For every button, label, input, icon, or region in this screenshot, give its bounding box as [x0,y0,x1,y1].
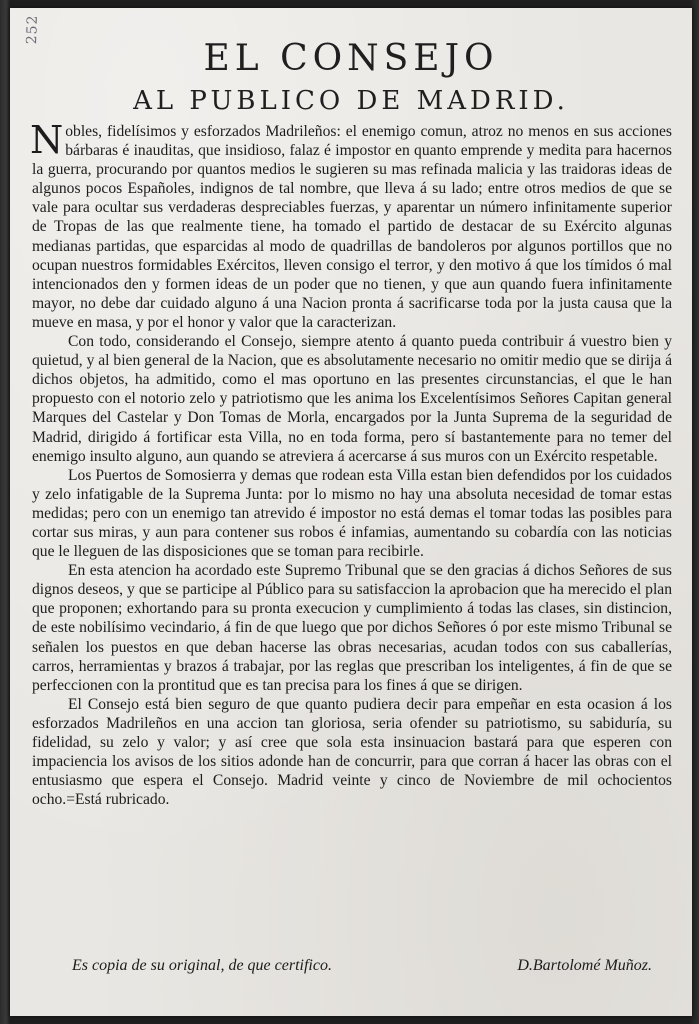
document-page [10,8,692,1016]
title-line-1: EL CONSEJO [203,38,499,79]
archive-number: 252 [24,14,42,45]
certification-text: Es copia de su original, de que certifico. [72,957,332,974]
paragraph-4: En esta atencion ha acordado este Supremo Tribunal que se den gracias á dichos Señores de sus dignos deseos, y que se participe al Público para su satisfaccion la aprobacion que ha merecido el plan que proponen; exhortando para su pronta execucion y cumplimiento á todas las clases, sin distincion, de este nobilísimo vecindario, á fin de que luego que por dichos Señores ó por este mismo Tribunal se señalen los puestos en que deban hacerse las obras necesarias, acudan todos con sus caballerías, carros, herramientas y brazos á trabajar, por las reglas que prescriban los inteligentes, á fin de que se perfeccionen con la prontitud que es tan precisa para los fines á que se dirigen. [32,562,672,694]
title-line-2: AL PUBLICO DE MADRID. [133,86,569,116]
paragraph-2: Con todo, considerando el Consejo, siempre atento á quanto pueda contribuir á vuestro bien y quietud, y al bien general de la Nacion, que es absolutamente necesario no omitir medio que se dirija á dichos objetos, ha admitido, como el mas oportuno en las presentes circunstancias, el que le han propuesto con el notorio zelo y patriotismo que les anima los Excelentísimos Señores Capitan general Marques del Castelar y Don Tomas de Morla, encargados por la Junta Suprema de la seguridad de Madrid, dirigido á fortificar esta Villa, no en toda forma, pero sí bastantemente para no temer del enemigo insulto alguno, aun quando se atreviera á acercarse á sus muros con un Exército respetable. [32,333,672,465]
document-body [30,118,672,809]
signature: D.Bartolomé Muñoz. [517,957,652,974]
drop-cap: N [30,118,64,162]
closing-line [72,956,652,976]
paragraph-1-text: obles, fidelísimos y esforzados Madrileños: el enemigo comun, atroz no menos en sus acciones bárbaras é inauditas, que insidioso, falaz é impostor en quanto emprende y medita para hacernos la guerra, procurando por quantos medios le sugieren su mas refinada malicia y las traidoras ideas de algunos pocos Españoles, indignos de tal nombre, que lleva á su lado; entre otros medios de que se vale para ocultar sus verdaderas despreciables fuerzas, y aparentar un número infinitamente superior de Tropas de las que realmente tiene, ha tomado el partido de destacar de su Exército algunas medianas partidas, que esparcidas al modo de quadrillas de bandoleros por algunos portillos que no ocupan nuestros formidables Exércitos, lleven consigo el terror, y den motivo á que los tímidos ó mal intencionados den y formen ideas de un poder que no tienen, y que aun quando fuera infinitamente mayor, no debe dar cuidado alguno á una Nacion pronta á sacrificarse toda por la justa causa que la mueve en masa, y por el honor y valor que la caracterizan. [32,123,672,331]
paragraph-1 [30,118,672,332]
paragraph-5: El Consejo está bien seguro de que quanto pudiera decir para empeñar en esta ocasion á los esforzados Madrileños en una accion tan gloriosa, seria ofender su patriotismo, su sabiduría, su fidelidad, su zelo y valor; y así cree que sola esta insinuacion bastará para que esperen con impaciencia los avisos de los sitios adonde han de concurrir, para que corran á hacer las obras con el entusiasmo que espera el Consejo. Madrid veinte y cinco de Noviembre de mil ochocientos ocho.=Está rubricado. [32,695,672,809]
paragraph-3: Los Puertos de Somosierra y demas que rodean esta Villa estan bien defendidos por los cuidados y zelo infatigable de la Suprema Junta: por lo mismo no hay una absoluta necesidad de tomar estas medidas; pero con un enemigo tan atrevido é impostor no está demas el tomar todas las posibles para cortar sus miras, y aun para contener sus robos é infamias, aumentando su cobardía con las noticias que le lleguen de las disposiciones que se toman para recibirle. [32,466,672,561]
